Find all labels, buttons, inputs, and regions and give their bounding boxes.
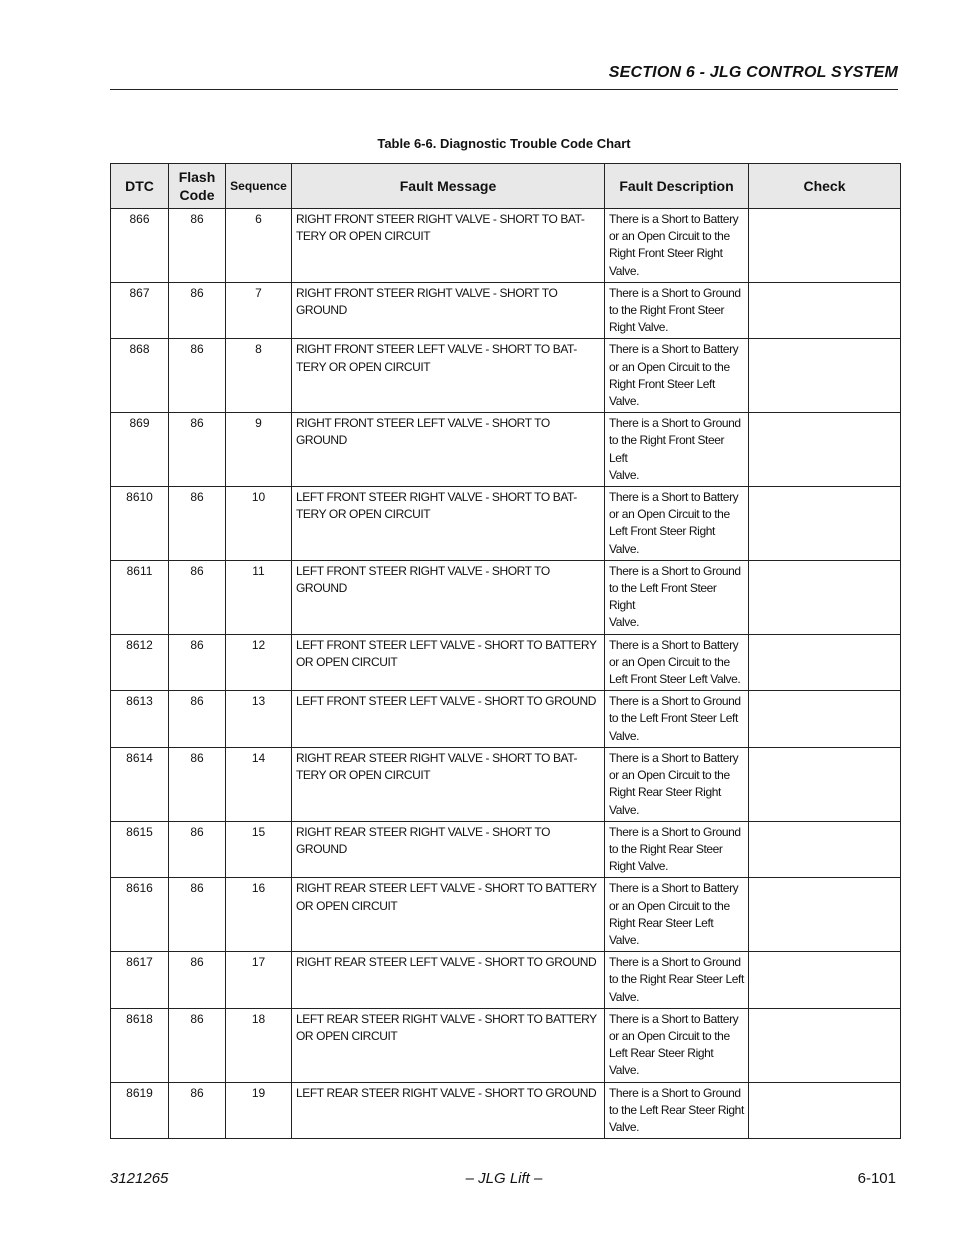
cell-fault-description	[605, 747, 749, 821]
header-flash-line2: Code	[179, 187, 215, 203]
cell-flash-code-text: 86	[190, 750, 204, 765]
cell-dtc-text: 8614	[126, 750, 153, 765]
cell-sequence	[226, 487, 292, 561]
cell-flash-code	[169, 209, 226, 283]
cell-check-text	[749, 748, 900, 752]
footer-page-number: 6-101	[857, 1170, 896, 1187]
cell-flash-code-text: 86	[190, 637, 204, 652]
cell-flash-code	[169, 282, 226, 339]
cell-check	[749, 747, 901, 821]
cell-fault-description-line: or an Open Circuit to the	[609, 898, 730, 913]
cell-fault-message-line: RIGHT FRONT STEER LEFT VALVE - SHORT TO BAT-	[296, 342, 577, 357]
cell-flash-code-text: 86	[190, 881, 204, 896]
cell-check-text	[749, 635, 900, 639]
cell-sequence	[226, 878, 292, 952]
cell-sequence-text: 16	[251, 881, 266, 896]
table-title: Table 6-6. Diagnostic Trouble Code Chart	[377, 136, 631, 151]
cell-check	[749, 487, 901, 561]
cell-fault-message	[292, 1082, 605, 1139]
cell-flash-code-text: 86	[190, 285, 204, 300]
cell-fault-message-line: LEFT FRONT STEER LEFT VALVE - SHORT TO BATTERY	[296, 637, 597, 652]
cell-fault-description-line: Right Front Steer Left	[609, 376, 715, 391]
cell-flash-code-text: 86	[190, 212, 204, 226]
cell-check	[749, 560, 901, 634]
table-row	[111, 282, 901, 339]
cell-fault-description-line: or an Open Circuit to the	[609, 1028, 730, 1043]
cell-dtc-text: 869	[129, 416, 150, 431]
table-row	[111, 413, 901, 487]
cell-fault-message	[292, 952, 605, 1009]
cell-fault-message-line: RIGHT FRONT STEER RIGHT VALVE - SHORT TO BAT-	[296, 212, 585, 226]
cell-check-text	[749, 487, 900, 491]
cell-fault-message-line: OR OPEN CIRCUIT	[296, 898, 398, 913]
cell-dtc-text: 8618	[126, 1011, 153, 1026]
cell-dtc-text: 8619	[126, 1085, 153, 1100]
cell-fault-description-line: Valve.	[609, 728, 640, 743]
cell-flash-code	[169, 1008, 226, 1082]
cell-dtc	[111, 747, 169, 821]
table-header-row	[111, 164, 901, 209]
cell-fault-message	[292, 560, 605, 634]
cell-flash-code	[169, 747, 226, 821]
cell-fault-message-line: LEFT REAR STEER RIGHT VALVE - SHORT TO BATTERY	[296, 1011, 597, 1026]
cell-sequence-text: 13	[251, 694, 266, 709]
cell-fault-description-line: to the Left Front Steer Right	[609, 581, 717, 613]
cell-fault-message	[292, 339, 605, 413]
cell-dtc-text: 8610	[126, 490, 153, 505]
cell-fault-description	[605, 821, 749, 878]
cell-fault-message-line: RIGHT REAR STEER RIGHT VALVE - SHORT TO GROUND	[296, 824, 551, 856]
cell-fault-message-line: LEFT FRONT STEER LEFT VALVE - SHORT TO GROUND	[296, 694, 597, 709]
cell-fault-message-line: OR OPEN CIRCUIT	[296, 1028, 398, 1043]
cell-sequence-text: 18	[251, 1011, 266, 1026]
cell-fault-message	[292, 634, 605, 691]
cell-fault-message-line: RIGHT REAR STEER RIGHT VALVE - SHORT TO BAT-	[296, 750, 578, 765]
cell-fault-message-line: TERY OR OPEN CIRCUIT	[296, 768, 431, 783]
cell-check	[749, 1008, 901, 1082]
cell-dtc-text: 8615	[126, 824, 153, 839]
cell-fault-message	[292, 691, 605, 748]
cell-fault-description-line: to the Right Rear Steer Left	[609, 972, 744, 987]
table-row	[111, 821, 901, 878]
cell-flash-code-text: 86	[190, 1085, 204, 1100]
cell-check-text	[749, 283, 900, 287]
cell-fault-description-line: or an Open Circuit to the	[609, 768, 730, 783]
cell-fault-description-line: Right Valve.	[609, 320, 669, 335]
cell-check-text	[749, 691, 900, 695]
cell-sequence	[226, 691, 292, 748]
cell-check	[749, 413, 901, 487]
cell-fault-message	[292, 747, 605, 821]
cell-fault-description-line: There is a Short to Ground	[609, 416, 741, 431]
table-row	[111, 1008, 901, 1082]
cell-check	[749, 282, 901, 339]
cell-dtc-text: 868	[129, 342, 150, 357]
cell-fault-description-line: to the Right Front Steer	[609, 303, 725, 318]
cell-fault-message	[292, 821, 605, 878]
cell-check	[749, 821, 901, 878]
table-row	[111, 952, 901, 1009]
cell-fault-message-line: LEFT FRONT STEER RIGHT VALVE - SHORT TO GROUND	[296, 563, 550, 596]
cell-check-text	[749, 952, 900, 956]
cell-fault-message	[292, 1008, 605, 1082]
cell-dtc	[111, 282, 169, 339]
cell-check	[749, 339, 901, 413]
cell-dtc	[111, 821, 169, 878]
table-row	[111, 560, 901, 634]
cell-check	[749, 209, 901, 283]
cell-flash-code	[169, 878, 226, 952]
cell-dtc-text: 867	[129, 285, 150, 300]
cell-fault-description	[605, 339, 749, 413]
cell-fault-description-line: Left Front Steer Left Valve.	[609, 672, 741, 687]
cell-fault-description	[605, 413, 749, 487]
cell-fault-description	[605, 634, 749, 691]
cell-fault-description-line: Right Front Steer Right	[609, 246, 723, 261]
cell-sequence-text: 10	[251, 490, 266, 505]
cell-fault-description-line: There is a Short to Ground	[609, 285, 741, 300]
cell-flash-code-text: 86	[190, 955, 204, 970]
cell-fault-description-line: There is a Short to Ground	[609, 955, 741, 970]
cell-fault-description-line: There is a Short to Battery	[609, 490, 739, 505]
cell-fault-description-line: There is a Short to Battery	[609, 212, 739, 226]
cell-fault-message-line: TERY OR OPEN CIRCUIT	[296, 229, 431, 244]
cell-fault-message-line: RIGHT REAR STEER LEFT VALVE - SHORT TO GROUND	[296, 955, 597, 970]
cell-fault-description-line: There is a Short to Ground	[609, 563, 741, 578]
cell-flash-code	[169, 413, 226, 487]
table-row	[111, 1082, 901, 1139]
cell-fault-description-line: Right Rear Steer Right	[609, 785, 721, 800]
cell-flash-code	[169, 1082, 226, 1139]
cell-fault-description-line: There is a Short to Battery	[609, 750, 739, 765]
cell-fault-description-line: Valve.	[609, 541, 640, 556]
header-check: Check	[749, 164, 901, 209]
cell-check	[749, 878, 901, 952]
cell-fault-description-line: Valve.	[609, 394, 640, 409]
cell-check-text	[749, 878, 900, 882]
cell-fault-message-line: RIGHT FRONT STEER LEFT VALVE - SHORT TO GROUND	[296, 416, 550, 448]
cell-fault-description-line: Valve.	[609, 932, 640, 947]
table-row	[111, 747, 901, 821]
cell-dtc	[111, 691, 169, 748]
cell-fault-description-line: Left Front Steer Right	[609, 524, 715, 539]
cell-sequence	[226, 747, 292, 821]
cell-fault-description-line: or an Open Circuit to the	[609, 654, 730, 669]
cell-sequence-text: 12	[251, 637, 266, 652]
cell-sequence	[226, 634, 292, 691]
table-row	[111, 487, 901, 561]
cell-dtc-text: 8616	[126, 881, 153, 896]
cell-fault-description-line: Valve.	[609, 615, 640, 630]
cell-fault-message-line: TERY OR OPEN CIRCUIT	[296, 359, 431, 374]
cell-check	[749, 634, 901, 691]
cell-fault-message-line: RIGHT REAR STEER LEFT VALVE - SHORT TO BATTERY	[296, 881, 597, 896]
cell-fault-description	[605, 560, 749, 634]
cell-fault-description-line: or an Open Circuit to the	[609, 507, 730, 522]
cell-fault-description-line: Valve.	[609, 989, 640, 1004]
cell-fault-description-line: or an Open Circuit to the	[609, 229, 730, 244]
cell-flash-code	[169, 560, 226, 634]
cell-sequence	[226, 413, 292, 487]
cell-fault-description-line: Right Valve.	[609, 859, 669, 874]
cell-sequence-text: 17	[251, 955, 266, 970]
header-flash-code	[169, 164, 226, 209]
cell-sequence-text: 6	[255, 212, 262, 226]
cell-fault-description-line: to the Right Front Steer Left	[609, 433, 725, 465]
cell-fault-description-line: to the Right Rear Steer	[609, 841, 723, 856]
cell-sequence	[226, 339, 292, 413]
cell-fault-description	[605, 1008, 749, 1082]
cell-fault-description-line: Valve.	[609, 802, 640, 817]
cell-dtc	[111, 1008, 169, 1082]
cell-flash-code-text: 86	[190, 342, 204, 357]
cell-fault-description	[605, 691, 749, 748]
cell-sequence	[226, 560, 292, 634]
header-sequence: Sequence	[226, 164, 292, 209]
cell-fault-description-line: or an Open Circuit to the	[609, 359, 730, 374]
cell-dtc	[111, 1082, 169, 1139]
cell-fault-description	[605, 1082, 749, 1139]
cell-fault-description-line: There is a Short to Battery	[609, 637, 739, 652]
cell-check-text	[749, 822, 900, 826]
cell-sequence	[226, 1008, 292, 1082]
cell-fault-message	[292, 413, 605, 487]
footer-doc-number: 3121265	[110, 1170, 169, 1187]
cell-dtc-text: 8611	[126, 563, 153, 578]
header-fault-message: Fault Message	[292, 164, 605, 209]
table-row	[111, 209, 901, 283]
table-body	[111, 209, 901, 1139]
cell-flash-code	[169, 634, 226, 691]
cell-check	[749, 1082, 901, 1139]
cell-fault-message-line: RIGHT FRONT STEER RIGHT VALVE - SHORT TO	[296, 285, 558, 300]
cell-dtc	[111, 952, 169, 1009]
cell-sequence-text: 9	[255, 416, 262, 431]
cell-flash-code	[169, 487, 226, 561]
cell-flash-code-text: 86	[190, 694, 204, 709]
cell-check	[749, 952, 901, 1009]
cell-fault-message-line: LEFT FRONT STEER RIGHT VALVE - SHORT TO BAT-	[296, 490, 577, 505]
cell-fault-description-line: Left Rear Steer Right	[609, 1046, 714, 1061]
cell-dtc-text: 8617	[126, 955, 153, 970]
cell-dtc	[111, 339, 169, 413]
header-flash-line1: Flash	[178, 169, 216, 185]
cell-check-text	[749, 413, 900, 417]
cell-fault-description	[605, 209, 749, 283]
cell-fault-message	[292, 878, 605, 952]
table-row	[111, 878, 901, 952]
cell-fault-description	[605, 952, 749, 1009]
cell-flash-code	[169, 691, 226, 748]
cell-fault-message	[292, 282, 605, 339]
cell-dtc	[111, 413, 169, 487]
table-row	[111, 691, 901, 748]
cell-dtc	[111, 209, 169, 283]
cell-flash-code-text: 86	[190, 824, 204, 839]
cell-fault-message	[292, 209, 605, 283]
cell-fault-description-line: There is a Short to Battery	[609, 881, 739, 896]
section-header: SECTION 6 - JLG CONTROL SYSTEM	[608, 64, 898, 81]
cell-flash-code-text: 86	[190, 563, 204, 578]
cell-fault-description-line: There is a Short to Ground	[609, 1085, 741, 1100]
cell-fault-description-line: Right Rear Steer Left	[609, 915, 714, 930]
cell-check-text	[749, 209, 900, 213]
cell-check-text	[749, 561, 900, 565]
header-dtc: DTC	[111, 164, 169, 209]
cell-sequence	[226, 952, 292, 1009]
table-row	[111, 634, 901, 691]
cell-fault-description-line: Valve.	[609, 467, 640, 482]
cell-sequence-text: 19	[251, 1085, 266, 1100]
cell-sequence-text: 7	[255, 285, 262, 300]
cell-sequence-text: 11	[252, 563, 265, 578]
cell-sequence	[226, 821, 292, 878]
cell-sequence-text: 8	[255, 342, 262, 357]
dtc-table	[110, 163, 901, 1139]
cell-fault-message-line: TERY OR OPEN CIRCUIT	[296, 507, 431, 522]
cell-sequence	[226, 282, 292, 339]
cell-check-text	[749, 339, 900, 343]
cell-flash-code	[169, 821, 226, 878]
cell-fault-message-line: GROUND	[296, 303, 347, 318]
cell-fault-description-line: to the Left Front Steer Left	[609, 711, 738, 726]
cell-sequence	[226, 209, 292, 283]
cell-check	[749, 691, 901, 748]
cell-dtc-text: 866	[129, 212, 150, 226]
cell-sequence-text: 15	[251, 824, 266, 839]
cell-flash-code	[169, 952, 226, 1009]
cell-fault-message	[292, 487, 605, 561]
header-rule	[110, 89, 898, 90]
cell-dtc	[111, 878, 169, 952]
cell-fault-description-line: Valve.	[609, 263, 640, 278]
cell-fault-description-line: There is a Short to Ground	[609, 824, 741, 839]
cell-dtc-text: 8612	[126, 637, 153, 652]
cell-flash-code-text: 86	[190, 416, 204, 431]
cell-check-text	[749, 1083, 900, 1087]
cell-fault-message-line: OR OPEN CIRCUIT	[296, 654, 398, 669]
table-row	[111, 339, 901, 413]
cell-fault-description-line: Valve.	[609, 1063, 640, 1078]
cell-fault-message-line: LEFT REAR STEER RIGHT VALVE - SHORT TO GROUND	[296, 1085, 597, 1100]
cell-flash-code-text: 86	[190, 1011, 204, 1026]
cell-fault-description-line: There is a Short to Battery	[609, 1011, 739, 1026]
cell-dtc	[111, 487, 169, 561]
footer-publisher: – JLG Lift –	[465, 1170, 543, 1187]
cell-fault-description-line: There is a Short to Ground	[609, 694, 741, 709]
cell-dtc-text: 8613	[126, 694, 153, 709]
header-fault-description: Fault Description	[605, 164, 749, 209]
cell-dtc	[111, 560, 169, 634]
cell-fault-description	[605, 878, 749, 952]
cell-flash-code-text: 86	[190, 490, 204, 505]
cell-fault-description-line: to the Left Rear Steer Right	[609, 1102, 744, 1117]
cell-dtc	[111, 634, 169, 691]
cell-check-text	[749, 1009, 900, 1013]
cell-fault-description-line: Valve.	[609, 1119, 640, 1134]
cell-fault-description-line: There is a Short to Battery	[609, 342, 739, 357]
cell-sequence-text: 14	[251, 750, 266, 765]
cell-fault-description	[605, 282, 749, 339]
cell-flash-code	[169, 339, 226, 413]
cell-fault-description	[605, 487, 749, 561]
cell-sequence	[226, 1082, 292, 1139]
